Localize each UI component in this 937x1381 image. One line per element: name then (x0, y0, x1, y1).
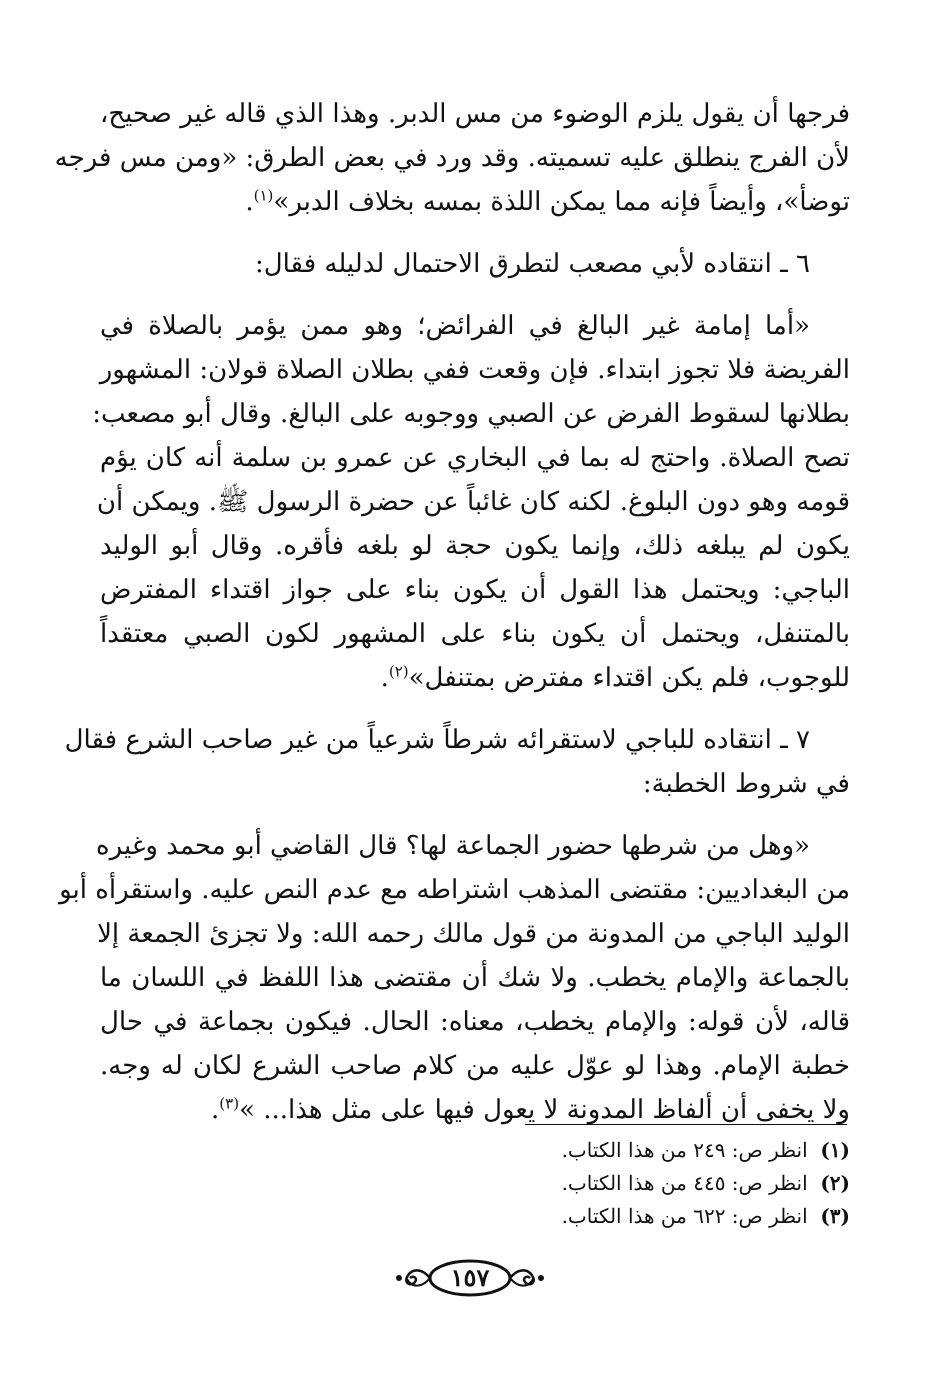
footnote-separator (525, 1124, 847, 1125)
text-line: الباجي: ويحتمل هذا القول أن يكون بناء على جواز اقتداء المفترض (100, 575, 850, 605)
paragraph-1 (54, 92, 850, 224)
footnote-ref: (٣) (219, 1094, 240, 1113)
text-line: بطلانها لسقوط الفرض عن الصبي ووجوبه على البالغ. وقال أبو مصعب: (92, 399, 850, 429)
text-line: قاله، لأن قوله: والإمام يخطب، معناه: الحال. فيكون بجماعة في حال (100, 1007, 850, 1037)
text-line-last: ولا يخفى أن ألفاظ المدونة لا يعول فيها على مثل هذا... »$^{(٣)}$. (211, 1094, 850, 1125)
page-body (54, 92, 850, 1150)
text-line-content: للوجوب، فلم يكن اقتداء مفترض بمتنفل» (408, 663, 850, 693)
text-line-content: ولا يخفى أن ألفاظ المدونة لا يعول فيها على مثل هذا... » (239, 1095, 850, 1125)
footnote-number: (٣) (820, 1204, 850, 1228)
text-line: بالمتنفل، ويحتمل أن يكون بناء على المشهور لكون الصبي معتقداً (100, 619, 850, 649)
text-line-content: توضأ»، وأيضاً فإنه مما يمكن اللذة بمسه بخلاف الدبر» (273, 187, 850, 217)
text-line-last: للوجوب، فلم يكن اقتداء مفترض بمتنفل»$^{(٢)}$. (380, 662, 850, 693)
text-line: الفريضة فلا تجوز ابتداء. فإن وقعت ففي بطلان الصلاة قولان: المشهور (99, 355, 850, 385)
text-line: تصح الصلاة. واحتج له بما في البخاري عن عمرو بن سلمة أنه كان يؤم (100, 443, 850, 473)
footnote-item (500, 1167, 850, 1200)
footnote-text: انظر ص: ٢٤٩ من هذا الكتاب. (561, 1138, 808, 1162)
heading-paragraph-6 (100, 242, 850, 286)
heading-paragraph-7 (64, 718, 850, 806)
footnote-text: انظر ص: ٦٢٢ من هذا الكتاب. (561, 1204, 808, 1228)
text-line: من البغداديين: مقتضى المذهب اشتراطه مع عدم النص عليه. واستقرأه أبو (59, 875, 850, 905)
text-line: فرجها أن يقول يلزم الوضوء من مس الدبر. وهذا الذي قاله غير صحيح، (100, 99, 850, 129)
footnote-item (500, 1200, 850, 1233)
page-number-ornament (395, 1255, 545, 1301)
text-line-last: توضأ»، وأيضاً فإنه مما يمكن اللذة بمسه بخلاف الدبر»$^{(١)}$. (245, 186, 850, 217)
quote-paragraph-2 (59, 824, 850, 1132)
footnote-number: (١) (820, 1138, 850, 1162)
quote-paragraph-1 (92, 304, 850, 700)
text-line: يكون لم يبلغه ذلك، وإنما يكون حجة لو بلغه فأقره. وقال أبو الوليد (100, 531, 850, 561)
text-line: خطبة الإمام. وهذا لو عوّل عليه من كلام صاحب الشرع لكان له وجه. (100, 1051, 850, 1081)
footnote-item (500, 1134, 850, 1167)
text-line: «أما إمامة غير البالغ في الفرائض؛ وهو ممن يؤمر بالصلاة في (100, 311, 810, 341)
text-line: قومه وهو دون البلوغ. لكنه كان غائباً عن حضرة الرسول ﷺ. ويمكن أن (96, 487, 850, 517)
text-line: الوليد الباجي من المدونة من قول مالك رحمه الله: ولا تجزئ الجمعة إلا (97, 919, 850, 949)
text-line: ٦ ـ انتقاده لأبي مصعب لتطرق الاحتمال لدليله فقال: (254, 249, 810, 279)
text-line: بالجماعة والإمام يخطب. ولا شك أن مقتضى هذا اللفظ في اللسان ما (100, 963, 850, 993)
footnotes (500, 1134, 850, 1233)
text-line: في شروط الخطبة: (642, 769, 850, 799)
text-line: لأن الفرج ينطلق عليه تسميته. وقد ورد في بعض الطرق: «ومن مس فرجه (54, 143, 850, 173)
page-number: ١٥٧ (450, 1263, 490, 1292)
text-line: ٧ ـ انتقاده للباجي لاستقرائه شرطاً شرعياً من غير صاحب الشرع فقال (64, 725, 810, 755)
footnote-number: (٢) (820, 1171, 850, 1195)
footnote-ref: (٢) (388, 662, 409, 681)
text-line: «وهل من شرطها حضور الجماعة لها؟ قال القاضي أبو محمد وغيره (96, 831, 810, 861)
footnote-ref: (١) (253, 186, 274, 205)
footnote-text: انظر ص: ٤٤٥ من هذا الكتاب. (561, 1171, 808, 1195)
